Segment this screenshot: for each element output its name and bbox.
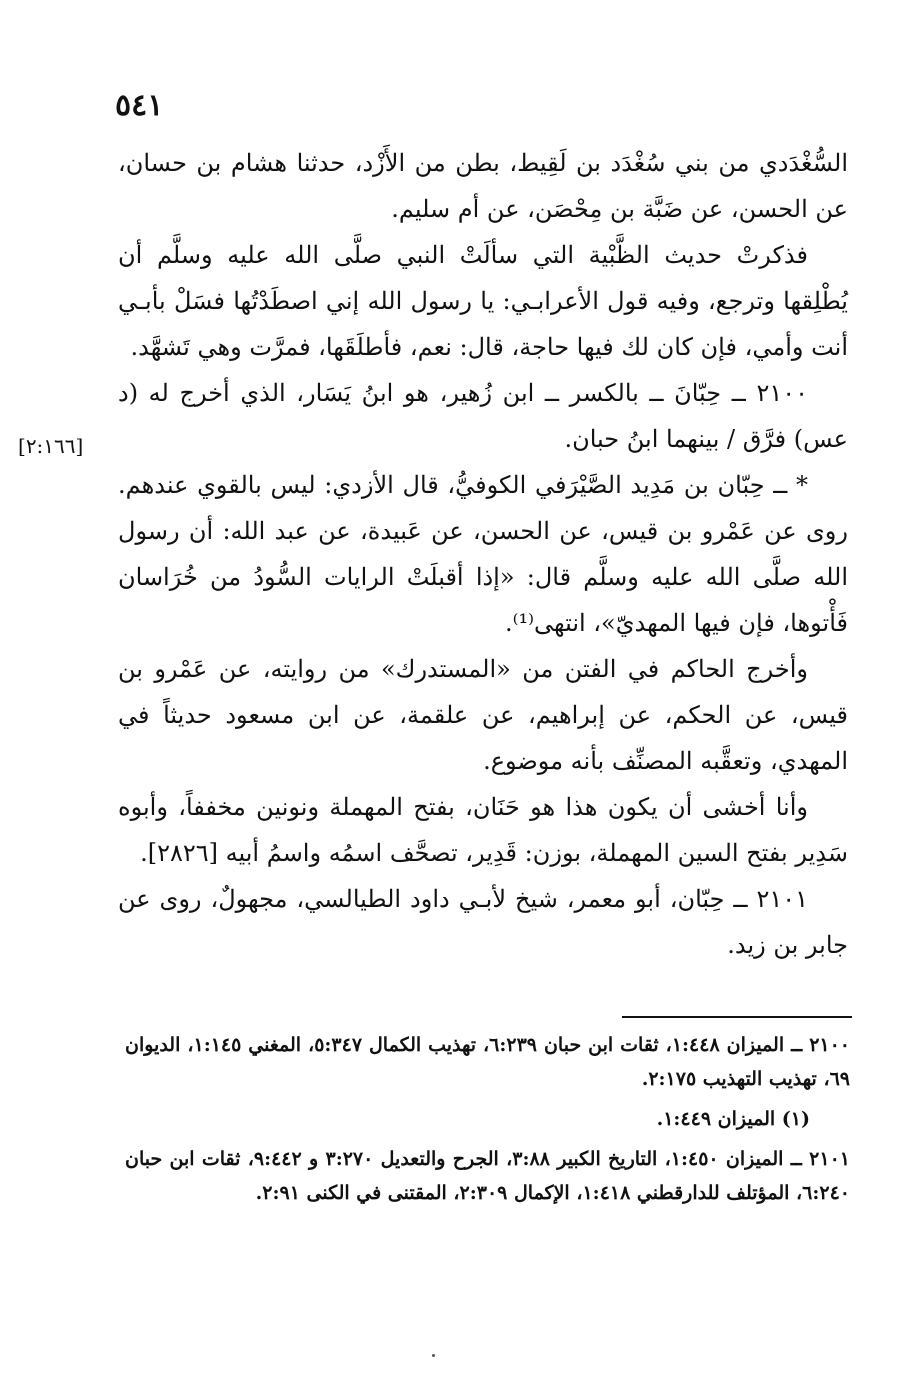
entry-2100: ٢١٠٠ ــ حِبّانَ ــ بالكسر ــ ابن زُهير، هو ابنُ يَسَار، الذي أخرج له (د عس) فرَّق / بينهما ابنُ حبان. bbox=[118, 379, 848, 453]
paragraph-hanan: وأنا أخشى أن يكون هذا هو حَنَان، بفتح المهملة ونونين مخففاً، وأبوه سَدِير بفتح السين المهملة، بوزن: قَدِير، تصحَّف اسمُه واسمُ أبيه [٢٨٢٦]. bbox=[118, 793, 848, 867]
footnote-divider bbox=[622, 1016, 852, 1018]
paragraph-1: السُّغْدَدي من بني سُغْدَد بن لَقِيط، بطن من الأَزْد، حدثنا هشام بن حسان، عن الحسن، عن ضَبَّة بن مِحْصَن، عن أم سليم. bbox=[118, 149, 848, 223]
footnote-2100: ٢١٠٠ ــ الميزان ١:٤٤٨، ثقات ابن حبان ٦:٢٣٩، تهذيب الكمال ٥:٣٤٧، المغني ١:١٤٥، الديوان ٦٩، تهذيب التهذيب ٢:١٧٥. bbox=[125, 1034, 851, 1090]
footnote-2101: ٢١٠١ ــ الميزان ١:٤٥٠، التاريخ الكبير ٣:٨٨، الجرح والتعديل ٣:٢٧٠ و ٩:٤٤٢، ثقات ابن حبان ٦:٢٤٠، المؤتلف للدارقطني ١:٤١٨، الإكمال ٢:٣٠٩، المقتنى في الكنى ٢:٩١. bbox=[125, 1148, 850, 1204]
paragraph-hakim: وأخرج الحاكم في الفتن من «المستدرك» من روايته، عن عَمْرو بن قيس، عن الحكم، عن إبراهيم، عن علقمة، عن ابن مسعود حديثاً في المهدي، وتعقَّبه المصنِّف بأنه موضوع. bbox=[118, 655, 848, 775]
page-number: ٥٤١ bbox=[115, 88, 164, 123]
footnotes bbox=[125, 1028, 850, 1216]
paragraph-2: فذكرتْ حديث الظَّبْية التي سألَتْ النبي صلَّى الله عليه وسلَّم أن يُطْلِقها وترجع، وفيه قول الأعرابـي: يا رسول الله إني اصطَدْتُها فسَلْ بأبـي أنت وأمي، فإن كان لك فيها حاجة، قال: نعم، فأطلَقَها، فمرَّت وهي تَشهَّد. bbox=[118, 241, 848, 361]
footnote-1: (١) الميزان ١:٤٤٩. bbox=[656, 1108, 810, 1130]
entry-2101: ٢١٠١ ــ حِبّان، أبو معمر، شيخ لأبـي داود الطيالسي، مجهولٌ، روى عن جابر بن زيد. bbox=[118, 885, 848, 959]
main-text bbox=[118, 140, 848, 968]
entry-hibban-ibn-madid: * ــ حِبّان بن مَدِيد الصَّيْرَفي الكوفيُّ، قال الأزدي: ليس بالقوي عندهم. روى عن عَمْرو بن قيس، عن الحسن، عن عَبيدة، عن عبد الله: أن رسول الله صلَّى الله عليه وسلَّم قال: «إذا أقبلَتْ الرايات السُّودُ من خُرَاسان فَأْتوها، فإن فيها المهديّ»، انتهى⁽¹⁾. bbox=[118, 471, 848, 637]
print-speck bbox=[432, 1354, 435, 1357]
margin-reference: [٢:١٦٦] bbox=[18, 434, 84, 458]
